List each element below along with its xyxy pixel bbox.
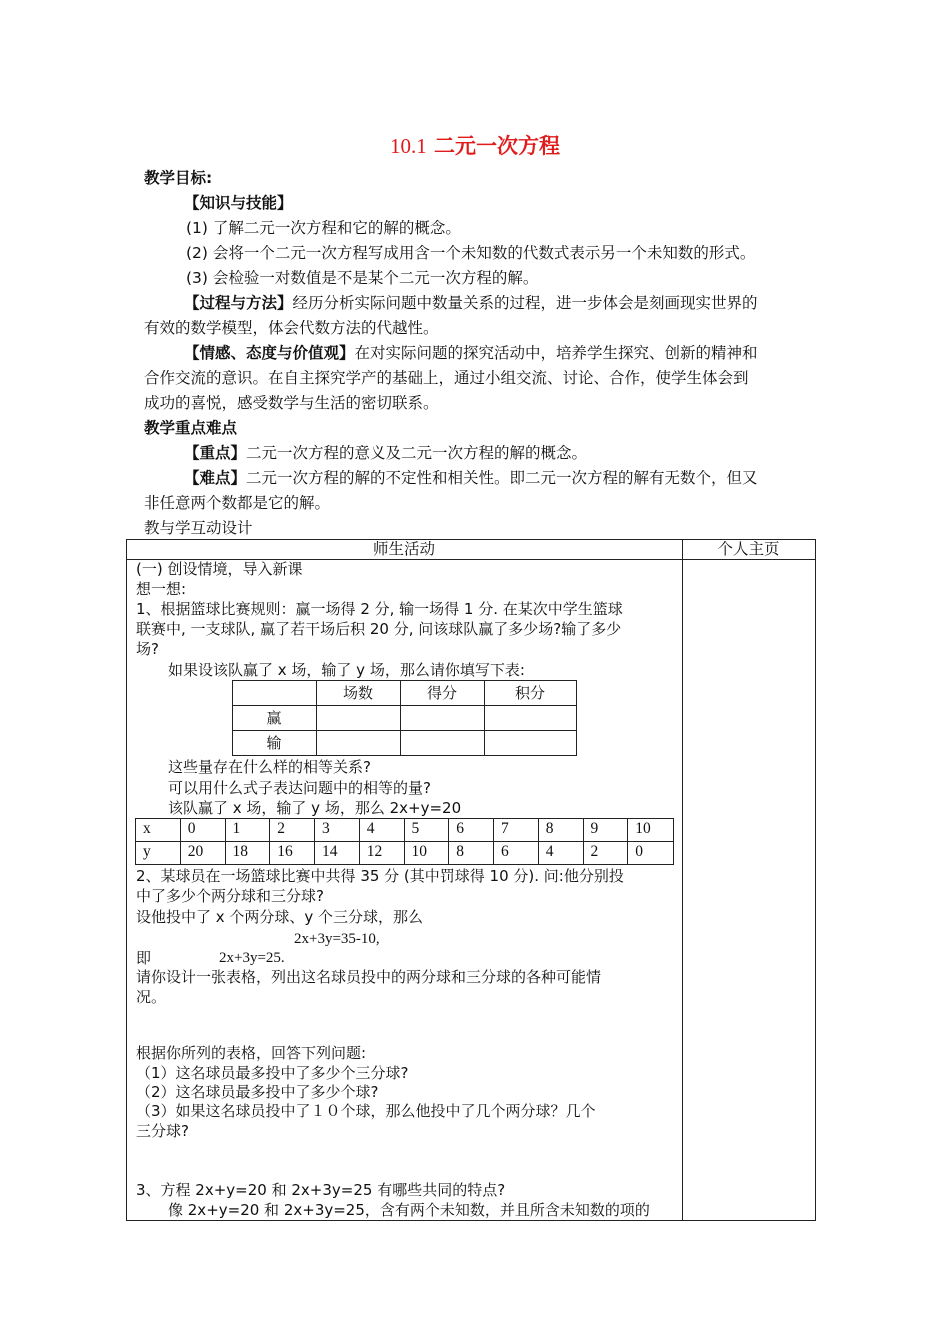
xy-cell: 10	[411, 843, 427, 860]
xy-cell: 8	[545, 820, 554, 837]
col-divider	[269, 818, 270, 864]
column-divider	[682, 539, 683, 1220]
text-line: 联赛中, 一支球队, 赢了若干场后积 20 分, 问该球队赢了多少场?输了多少	[136, 620, 622, 638]
key-paragraph: 【重点】二元一次方程的意义及二元一次方程的解的概念。	[184, 444, 588, 462]
xy-cell: 2	[277, 820, 285, 837]
fill-row-label: 输	[266, 734, 282, 752]
col-divider	[448, 818, 449, 864]
text-line: 请你设计一张表格，列出这名球员投中的两分球和三分球的各种可能情	[136, 968, 602, 986]
xy-cell: y	[143, 843, 151, 860]
xy-cell: x	[143, 820, 151, 837]
col-divider	[314, 818, 315, 864]
row-divider	[232, 705, 576, 706]
fill-header: 得分	[426, 684, 457, 702]
text-line: 即	[136, 949, 152, 967]
knowledge-item: (1) 了解二元一次方程和它的解的概念。	[186, 219, 461, 237]
xy-cell: 0	[187, 820, 196, 837]
knowledge-heading: 【知识与技能】	[184, 194, 293, 212]
emotion-text: 成功的喜悦，感受数学与生活的密切联系。	[144, 394, 439, 412]
xy-cell: 0	[635, 843, 643, 860]
emotion-paragraph: 【情感、态度与价值观】在对实际问题的探究活动中，培养学生探究、创新的精神和	[184, 344, 758, 362]
xy-cell: 14	[322, 843, 338, 860]
emotion-text: 合作交流的意识。在自主探究学产的基础上，通过小组交流、讨论、合作，使学生体会到	[144, 369, 749, 387]
text-line: 3、方程 2x+y=20 和 2x+3y=25 有哪些共同的特点?	[136, 1181, 506, 1199]
text-line: 场?	[136, 640, 159, 658]
xy-cell: 18	[232, 843, 248, 860]
fill-header: 积分	[514, 684, 545, 702]
col-divider	[404, 818, 405, 864]
row-divider	[232, 730, 576, 731]
xy-cell: 6	[501, 843, 509, 860]
text-line: 中了多少个两分球和三分球?	[136, 887, 324, 905]
equation: 2x+3y=35-10,	[294, 931, 380, 947]
xy-cell: 20	[187, 843, 204, 860]
xy-cell: 3	[322, 820, 330, 837]
col-divider	[583, 818, 584, 864]
text-line: 2、某球员在一场篮球比赛中共得 35 分 (其中罚球得 10 分). 问:他分别投	[136, 867, 624, 885]
text-line: 1、根据篮球比赛规则：赢一场得 2 分, 输一场得 1 分. 在某次中学生篮球	[136, 600, 623, 618]
xy-cell: 16	[277, 843, 293, 860]
xy-cell: 8	[456, 843, 464, 860]
goals-heading: 教学目标:	[144, 169, 213, 187]
process-text: 有效的数学模型，体会代数方法的代越性。	[144, 319, 439, 337]
xy-cell: 5	[411, 820, 420, 837]
knowledge-item: (3) 会检验一对数值是不是某个二元一次方程的解。	[186, 269, 539, 287]
question: （2）这名球员最多投中了多少个球?	[136, 1083, 379, 1101]
column-header-activity: 师生活动	[372, 540, 435, 558]
xy-cell: 6	[456, 820, 464, 837]
difficulty-text: 非任意两个数都是它的解。	[144, 494, 331, 512]
page-title: 10.1 二元一次方程	[389, 134, 561, 158]
xy-cell: 4	[545, 843, 554, 860]
text-line: 可以用什么式子表达问题中的相等的量?	[168, 779, 431, 797]
question: （1）这名球员最多投中了多少个三分球?	[136, 1064, 409, 1082]
text-line: 这些量存在什么样的相等关系?	[168, 758, 371, 776]
xy-cell: 4	[366, 820, 375, 837]
col-divider	[627, 818, 628, 864]
text-line: 设他投中了 x 个两分球、y 个三分球，那么	[136, 908, 424, 926]
process-paragraph: 【过程与方法】经历分析实际问题中数量关系的过程，进一步体会是刻画现实世界的	[184, 294, 758, 312]
text-line: 三分球?	[136, 1122, 189, 1140]
column-header-homepage: 个人主页	[717, 540, 780, 558]
xy-cell: 7	[501, 820, 509, 837]
knowledge-item: (2) 会将一个二元一次方程写成用含一个未知数的代数式表示另一个未知数的形式。	[186, 244, 756, 262]
text-line: 像 2x+y=20 和 2x+3y=25，含有两个未知数，并且所含未知数的项的	[168, 1201, 650, 1219]
xy-cell: 10	[635, 820, 651, 837]
design-heading: 教与学互动设计	[144, 519, 253, 537]
col-divider	[359, 818, 360, 864]
keypoints-heading: 教学重点难点	[144, 419, 238, 437]
col-divider	[225, 818, 226, 864]
text-line: 该队赢了 x 场，输了 y 场，那么 2x+y=20	[168, 799, 462, 817]
difficulty-paragraph: 【难点】二元一次方程的解的不定性和相关性。即二元一次方程的解有无数个，但又	[184, 469, 758, 487]
xy-cell: 9	[590, 820, 599, 837]
xy-cell: 12	[366, 843, 383, 860]
col-divider	[180, 818, 181, 864]
text-line: 根据你所列的表格，回答下列问题:	[136, 1044, 367, 1062]
col-divider	[538, 818, 539, 864]
fill-header: 场数	[342, 684, 373, 702]
text-line: 想一想:	[136, 580, 187, 598]
text-line: 况。	[136, 988, 167, 1006]
text-line: 如果设该队赢了 x 场，输了 y 场，那么请你填写下表:	[168, 661, 525, 679]
xy-cell: 2	[590, 843, 599, 860]
text-line: (一) 创设情境，导入新课	[136, 560, 303, 578]
equation: 2x+3y=25.	[219, 950, 285, 966]
col-divider	[493, 818, 494, 864]
question: （3）如果这名球员投中了１０个球，那么他投中了几个两分球？几个	[136, 1102, 596, 1120]
xy-cell: 1	[232, 820, 241, 837]
fill-row-label: 赢	[266, 709, 282, 727]
